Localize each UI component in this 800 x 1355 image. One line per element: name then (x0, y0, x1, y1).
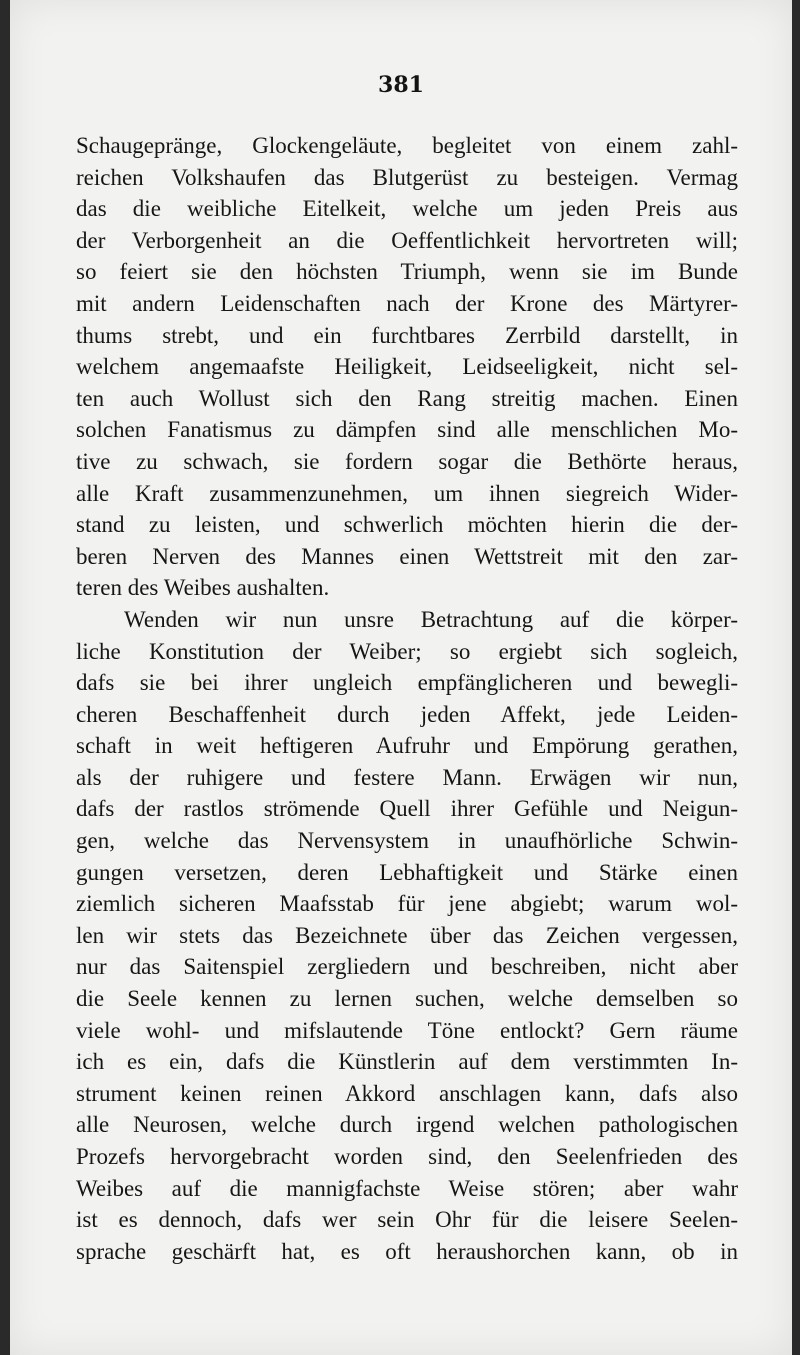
text-line: die Seele kennen zu lernen suchen, welche demselben so (76, 986, 738, 1012)
text-line: dafs der rastlos strömende Quell ihrer Gefühle und Neigun- (76, 796, 738, 822)
text-line: Wenden wir nun unsre Betrachtung auf die körper- (124, 606, 738, 632)
text-line: thums strebt, und ein furchtbares Zerrbild darstellt, in (76, 322, 738, 348)
text-line: ten auch Wollust sich den Rang streitig machen. Einen (76, 385, 738, 411)
text-line: gen, welche das Nervensystem in unaufhörliche Schwin- (76, 828, 738, 854)
text-line: beren Nerven des Mannes einen Wettstreit mit den zar- (76, 543, 738, 569)
text-line: tive zu schwach, sie fordern sogar die Bethörte heraus, (76, 448, 738, 474)
text-line: sprache geschärft hat, es oft heraushorchen kann, ob in (76, 1238, 738, 1264)
text-line: alle Kraft zusammenzunehmen, um ihnen siegreich Wider- (76, 480, 738, 506)
text-line: viele wohl- und mifslautende Töne entlockt? Gern räume (76, 1017, 738, 1043)
text-line: alle Neurosen, welche durch irgend welchen pathologischen (76, 1112, 738, 1138)
text-line: dafs sie bei ihrer ungleich empfänglicheren und bewegli- (76, 670, 738, 696)
text-line: liche Konstitution der Weiber; so ergiebt sich sogleich, (76, 638, 738, 664)
text-line: ich es ein, dafs die Künstlerin auf dem verstimmten In- (76, 1049, 738, 1075)
text-line: strument keinen reinen Akkord anschlagen kann, dafs also (76, 1080, 738, 1106)
text-line: ziemlich sicheren Maafsstab für jene abgiebt; warum wol- (76, 891, 738, 917)
book-page (10, 0, 792, 1355)
page-number: 381 (378, 72, 424, 98)
text-line: mit andern Leidenschaften nach der Krone des Märtyrer- (76, 290, 738, 316)
text-line: gungen versetzen, deren Lebhaftigkeit und Stärke einen (76, 859, 738, 885)
text-line: das die weibliche Eitelkeit, welche um jeden Preis aus (76, 196, 738, 222)
text-line: reichen Volkshaufen das Blutgerüst zu besteigen. Vermag (76, 164, 738, 190)
text-line: der Verborgenheit an die Oeffentlichkeit hervortreten will; (76, 227, 738, 253)
text-line: als der ruhigere und festere Mann. Erwägen wir nun, (76, 764, 738, 790)
text-line: teren des Weibes aushalten. (76, 575, 330, 601)
text-line: nur das Saitenspiel zergliedern und beschreiben, nicht aber (76, 954, 738, 980)
text-line: stand zu leisten, und schwerlich möchten hierin die der- (76, 512, 738, 538)
text-line: len wir stets das Bezeichnete über das Zeichen vergessen, (76, 922, 738, 948)
text-line: Prozefs hervorgebracht worden sind, den Seelenfrieden des (76, 1144, 738, 1169)
text-line: Schaugepränge, Glockengeläute, begleitet von einem zahl- (76, 133, 738, 158)
text-line: so feiert sie den höchsten Triumph, wenn sie im Bunde (76, 259, 738, 285)
body-text (76, 130, 738, 1267)
text-line: Weibes auf die mannigfachste Weise stören; aber wahr (76, 1175, 738, 1201)
text-line: ist es dennoch, dafs wer sein Ohr für die leisere Seelen- (76, 1207, 738, 1233)
text-line: cheren Beschaffenheit durch jeden Affekt, jede Leiden- (76, 701, 738, 727)
text-line: welchem angemaafste Heiligkeit, Leidseeligkeit, nicht sel- (76, 354, 738, 380)
text-line: schaft in weit heftigeren Aufruhr und Empörung gerathen, (76, 733, 738, 759)
text-line: solchen Fanatismus zu dämpfen sind alle menschlichen Mo- (76, 417, 738, 443)
